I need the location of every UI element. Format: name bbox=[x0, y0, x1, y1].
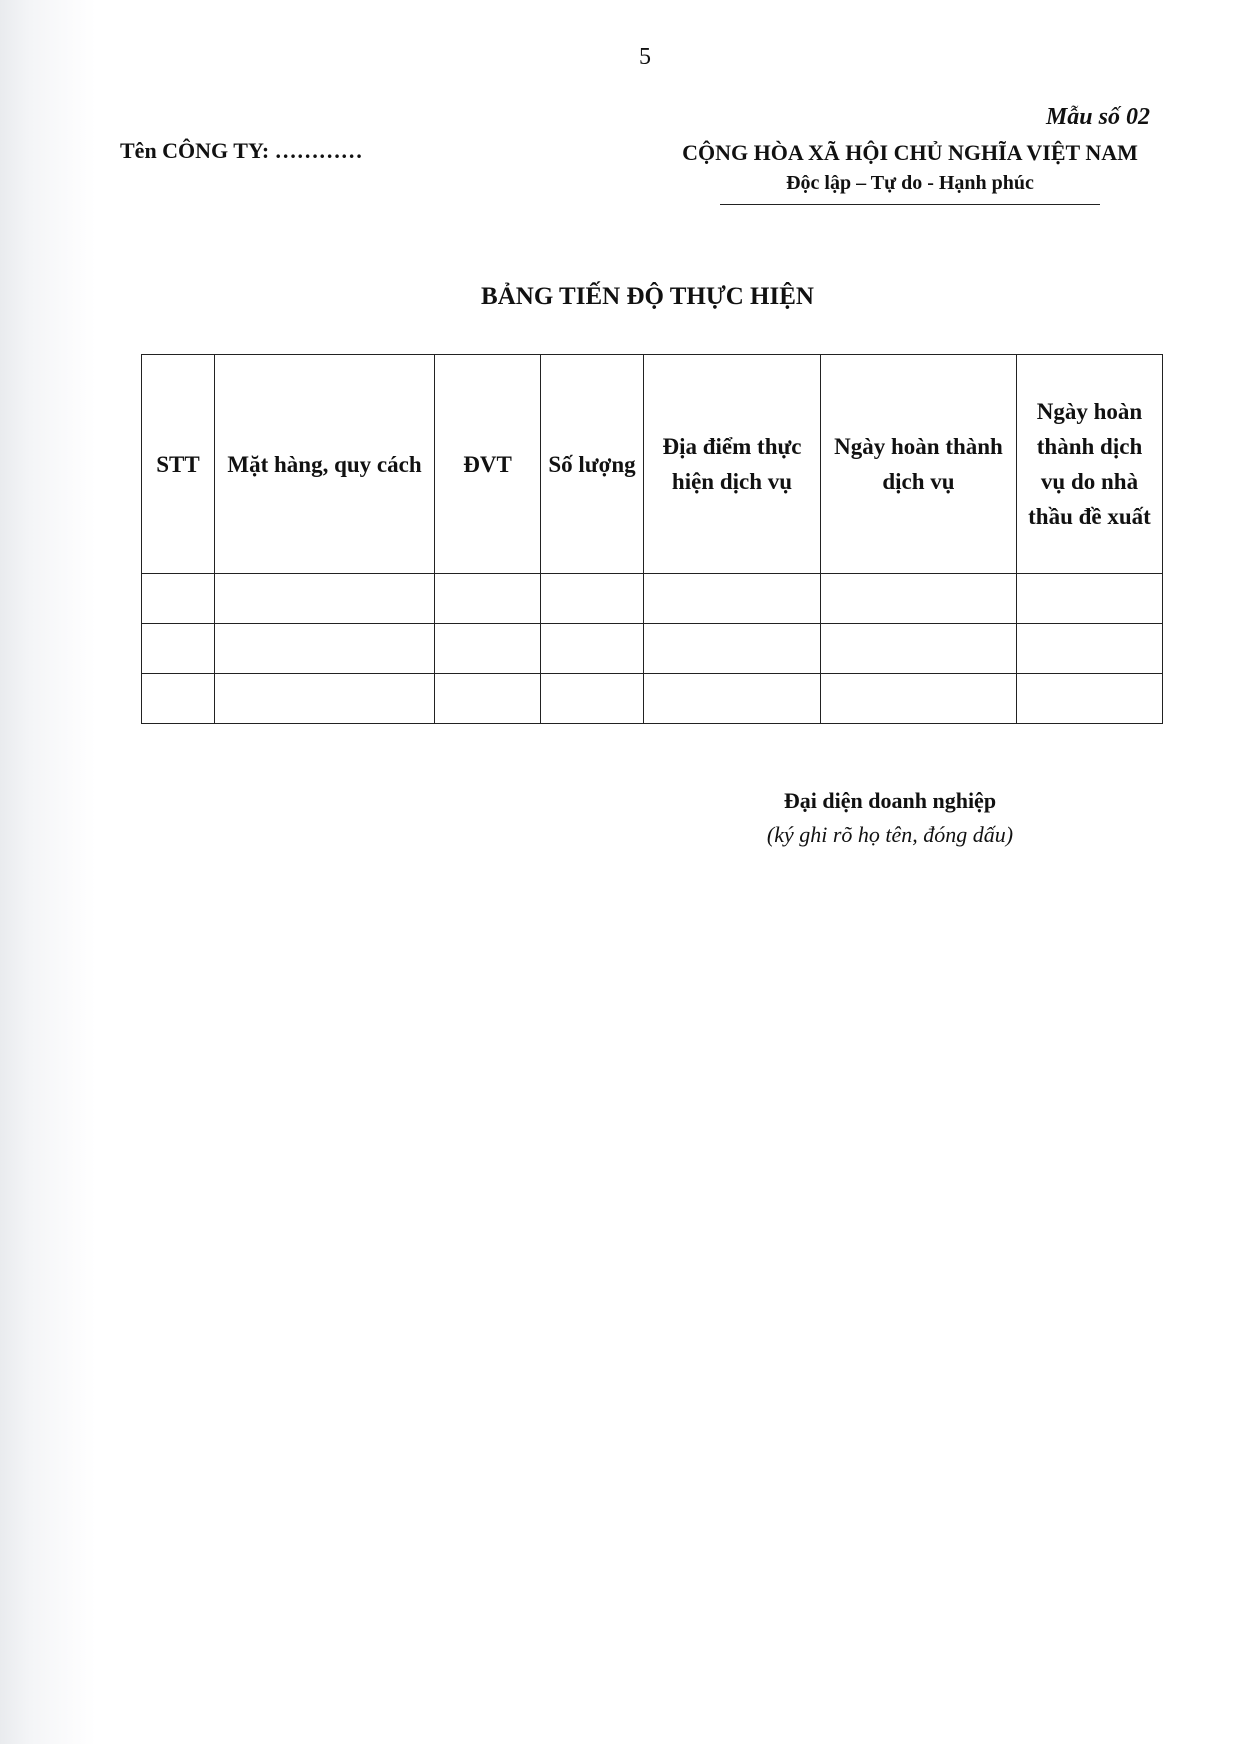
form-number: Mẫu số 02 bbox=[1045, 104, 1150, 130]
table-row bbox=[142, 624, 1163, 674]
table-cell bbox=[1017, 674, 1163, 724]
table-header-row bbox=[142, 355, 1163, 574]
table-cell bbox=[541, 624, 644, 674]
table-cell bbox=[215, 574, 435, 624]
table-cell bbox=[435, 674, 541, 724]
national-motto: Độc lập – Tự do - Hạnh phúc bbox=[786, 172, 1034, 194]
header-stt: STT bbox=[142, 355, 215, 574]
motto-underline bbox=[720, 204, 1100, 205]
table-cell bbox=[142, 574, 215, 624]
progress-table bbox=[141, 354, 1163, 724]
table-cell bbox=[541, 574, 644, 624]
company-name-line: Tên CÔNG TY: ………… bbox=[120, 138, 363, 163]
table-cell bbox=[435, 574, 541, 624]
table-cell bbox=[821, 574, 1017, 624]
table-cell bbox=[644, 574, 821, 624]
header-proposed-completion-date: Ngày hoàn thành dịch vụ do nhà thầu đề xuất bbox=[1017, 355, 1163, 574]
header-service-location: Địa điểm thực hiện dịch vụ bbox=[644, 355, 821, 574]
signature-block bbox=[720, 784, 1060, 852]
header-unit: ĐVT bbox=[435, 355, 541, 574]
table-cell bbox=[215, 674, 435, 724]
table-cell bbox=[821, 624, 1017, 674]
table-cell bbox=[821, 674, 1017, 724]
header-quantity: Số lượng bbox=[541, 355, 644, 574]
national-header bbox=[650, 138, 1170, 205]
table-cell bbox=[644, 674, 821, 724]
table-row bbox=[142, 674, 1163, 724]
table-cell bbox=[435, 624, 541, 674]
table-cell bbox=[541, 674, 644, 724]
signature-note: (ký ghi rõ họ tên, đóng dấu) bbox=[766, 822, 1014, 847]
table-cell bbox=[142, 674, 215, 724]
table-cell bbox=[1017, 574, 1163, 624]
signature-title: Đại diện doanh nghiệp bbox=[783, 788, 997, 813]
header-completion-date: Ngày hoàn thành dịch vụ bbox=[821, 355, 1017, 574]
document-title: BẢNG TIẾN ĐỘ THỰC HIỆN bbox=[481, 283, 814, 310]
table-cell bbox=[1017, 624, 1163, 674]
header-item-spec: Mặt hàng, quy cách bbox=[215, 355, 435, 574]
national-title: CỘNG HÒA XÃ HỘI CHỦ NGHĨA VIỆT NAM bbox=[682, 140, 1138, 165]
table-cell bbox=[644, 624, 821, 674]
table-cell bbox=[215, 624, 435, 674]
table-row bbox=[142, 574, 1163, 624]
page-edge-shadow bbox=[0, 0, 96, 1744]
page-number: 5 bbox=[639, 44, 651, 70]
table-cell bbox=[142, 624, 215, 674]
